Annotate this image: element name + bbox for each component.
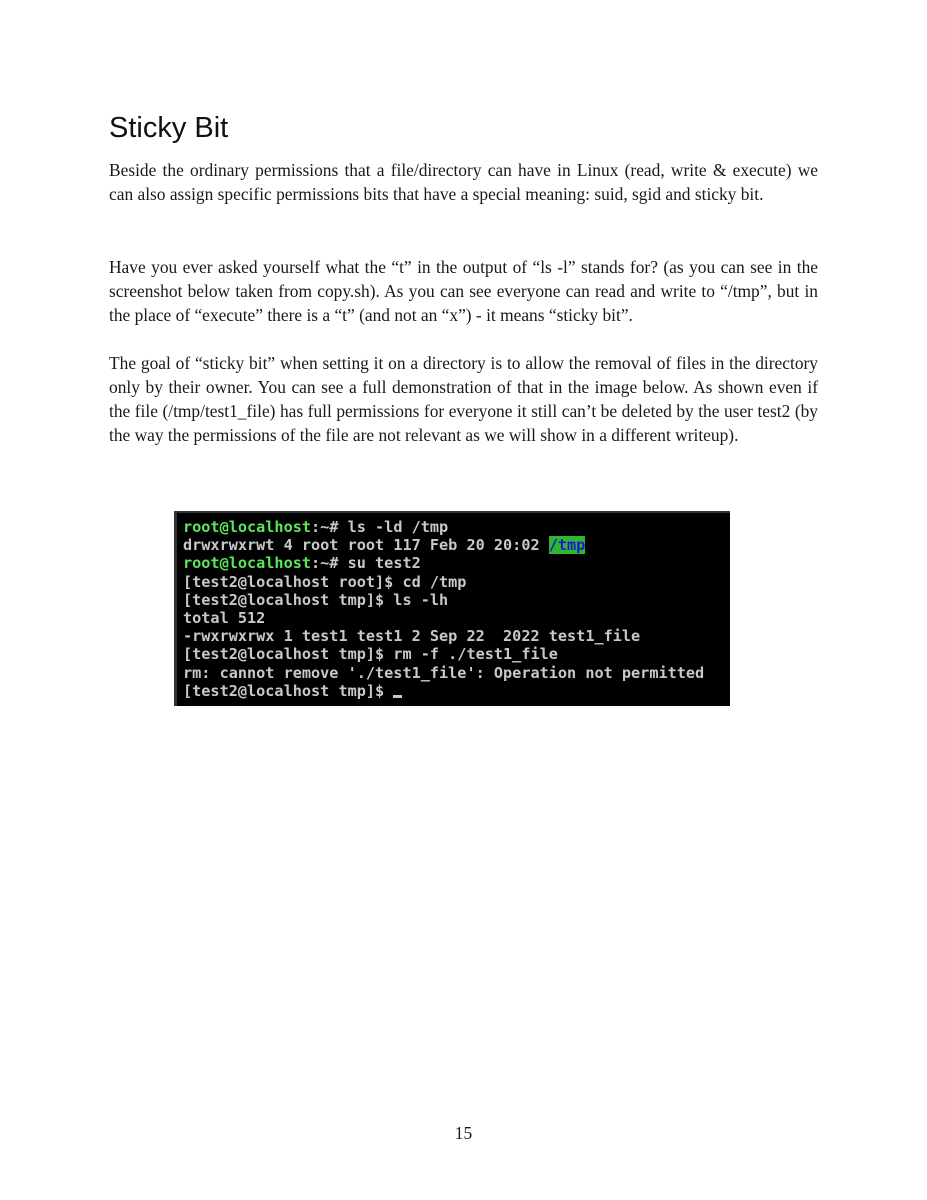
- paragraph-sticky-goal: The goal of “sticky bit” when setting it on a directory is to allow the removal of files in the directory only by their owner. You can see a full demonstration of that in the image below. As shown even if the file (/tmp/test1_file) has full permissions for everyone it still can’t be deleted by the user test2 (by the way the permissions of the file are not relevant as we will show in a different writeup).: [109, 353, 818, 445]
- terminal-cursor: [393, 695, 402, 698]
- terminal-line: [183, 682, 730, 700]
- terminal-line: [183, 554, 730, 572]
- paragraph-intro: Beside the ordinary permissions that a file/directory can have in Linux (read, write & execute) we can also assign specific permissions bits that have a special meaning: suid, sgid and sticky bit.: [109, 160, 818, 204]
- terminal-prompt-user: root@localhost: [183, 554, 312, 573]
- terminal-prompt-path: :~: [311, 518, 330, 536]
- terminal-line: [183, 518, 730, 536]
- terminal-line: [test2@localhost root]$ cd /tmp: [183, 572, 467, 591]
- terminal-line: [test2@localhost tmp]$ rm -f ./test1_file: [183, 645, 558, 664]
- terminal-line: -rwxrwxrwx 1 test1 test1 2 Sep 22 2022 test1_file: [183, 627, 641, 646]
- terminal-prompt: [test2@localhost tmp]$: [183, 681, 394, 700]
- page-title: Sticky Bit: [109, 112, 229, 144]
- terminal-line: [183, 536, 730, 554]
- terminal-command: ls -ld /tmp: [347, 518, 449, 536]
- page-number: 15: [454, 1123, 473, 1143]
- terminal-output: drwxrwxrwt 4 root root 117 Feb 20 20:02: [183, 536, 549, 555]
- terminal-dir-highlight: /tmp: [548, 536, 586, 555]
- terminal-prompt-user: root@localhost: [183, 518, 312, 536]
- terminal-line: total 512: [183, 608, 266, 627]
- terminal-screenshot: [174, 511, 730, 706]
- terminal-prompt-symbol: #: [329, 518, 348, 536]
- terminal-line: [test2@localhost tmp]$ ls -lh: [183, 590, 449, 609]
- terminal-line: rm: cannot remove './test1_file': Operation not permitted: [183, 663, 705, 682]
- terminal-command: su test2: [347, 554, 421, 573]
- paragraph-t-meaning: Have you ever asked yourself what the “t” in the output of “ls -l” stands for? (as you can see in the screenshot below taken from copy.sh). As you can see everyone can read and write to “/tmp”, but in the place of “execute” there is a “t” (and not an “x”) - it means “sticky bit”.: [109, 257, 818, 325]
- terminal-prompt-symbol: #: [329, 554, 348, 573]
- terminal-prompt-path: :~: [311, 554, 330, 573]
